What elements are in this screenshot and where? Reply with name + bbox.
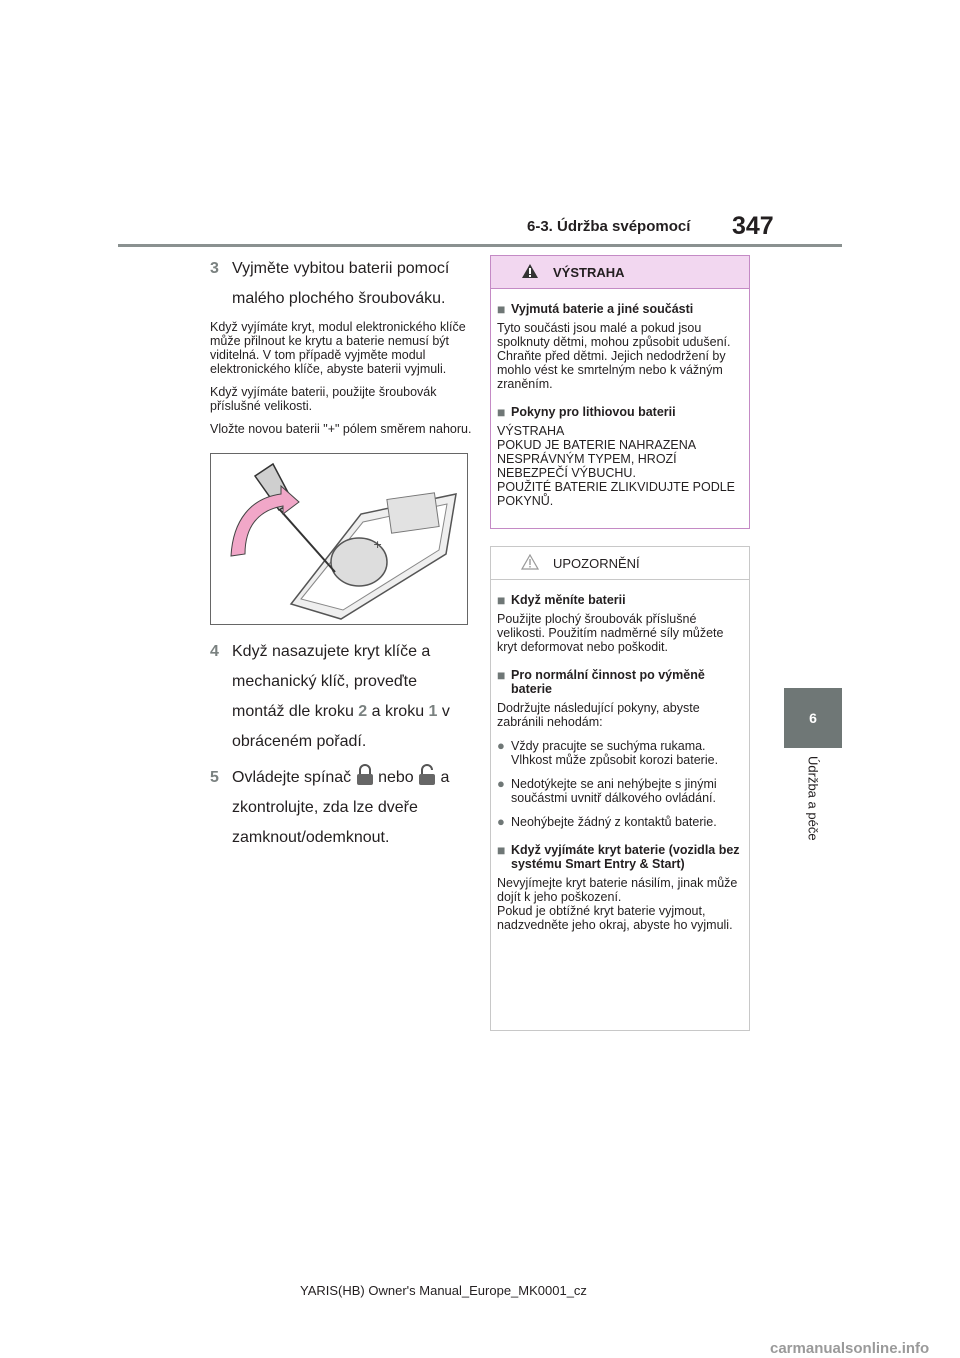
battery-removal-illustration [210,453,468,625]
caution-section-title: ■ Pro normální činnost po výměně baterie [497,667,705,696]
lock-icon [356,769,374,786]
step-5 [210,763,472,853]
warning-section-text: VÝSTRAHA POKUD JE BATERIE NAHRAZENA NESPRÁVNÝM TYPEM, HROZÍ NEBEZPEČÍ VÝBUCHU. POUŽITÉ BATERIE ZLIKVIDUJTE PODLE POKYNŮ. [497,424,736,508]
section-title: 6-3. Údržba svépomocí [527,218,691,235]
caution-header [491,547,749,580]
step-number: 5 [210,769,219,786]
caution-section-text: Nevyjímejte kryt baterie násilím, jinak může dojít k jeho poškození. Pokud je obtížné kryt baterie vyjmout, nadzvedněte jeho okraj, abyste ho vyjmuli. [497,876,738,932]
step-text: Když nasazujete kryt klíče a mechanický klíč, proveďte montáž dle kroku 2 a kroku 1 v obráceném pořadí. [232,643,450,750]
header-rule [118,244,842,247]
note: Když vyjímáte kryt, modul elektronického klíče může přilnout ke krytu a baterie nemusí být viditelná. V tom případě vyjměte modul elektronického klíče, abyste baterii vyjmuli. [210,320,466,376]
step-number: 4 [210,643,219,660]
warning-section-title: ■ Vyjmutá baterie a jiné součásti [497,301,694,317]
warning-header [491,256,749,289]
warning-section-text: Tyto součásti jsou malé a pokud jsou spolknuty dětmi, mohou způsobit udušení. Chraňte před dětmi. Jejich nedodržení by mohlo vést ke smrtelným nebo k vážným zraněním. [497,321,731,391]
caution-section-title: ■ Když vyjímáte kryt baterie (vozidla bez systému Smart Entry & Start) [497,842,740,871]
note: Vložte novou baterii "+" pólem směrem nahoru. [210,422,472,436]
chapter-tab[interactable] [784,688,842,748]
caution-section-text: Dodržujte následující pokyny, abyste zabránili nehodám: [497,701,700,729]
step-text: Ovládejte spínač nebo a zkontrolujte, zda lze dveře zamknout/odemknout. [232,763,472,853]
warning-title: VÝSTRAHA [553,264,625,280]
step-text: Vyjměte vybitou baterii pomocí malého plochého šroubováku. [232,260,450,307]
caution-section-title: ■ Když měníte baterii [497,592,626,608]
caution-bullet: ● Neohýbejte žádný z kontaktů baterie. [497,814,717,829]
watermark: carmanualsonline.info [770,1340,930,1357]
footer-text: YARIS(HB) Owner's Manual_Europe_MK0001_cz [300,1283,587,1298]
warning-section-title: ■ Pokyny pro lithiovou baterii [497,404,676,420]
step-4 [210,637,472,757]
chapter-label: Údržba a péče [805,756,821,841]
unlock-icon [418,769,436,786]
left-column [210,254,472,859]
page-number: 347 [732,212,774,240]
caution-section-text: Použijte plochý šroubovák příslušné velikosti. Použitím nadměrné síly můžete kryt deformovat nebo poškodit. [497,612,724,654]
svg-text:+: + [373,538,383,551]
caution-bullet: ● Vždy pracujte se suchýma rukama. Vlhkost může způsobit korozi baterie. [497,738,719,767]
note: Když vyjímáte baterii, použijte šroubovák příslušné velikosti. [210,385,437,413]
chapter-number: 6 [809,710,817,726]
warning-box [490,255,750,529]
step-number: 3 [210,260,219,277]
caution-box [490,546,750,1031]
caution-triangle-icon [521,554,539,573]
warning-triangle-icon [521,263,539,282]
caution-bullet: ● Nedotýkejte se ani nehýbejte s jinými součástmi uvnitř dálkového ovládání. [497,776,717,805]
caution-title: UPOZORNĚNÍ [553,555,640,571]
step-3 [210,254,472,314]
